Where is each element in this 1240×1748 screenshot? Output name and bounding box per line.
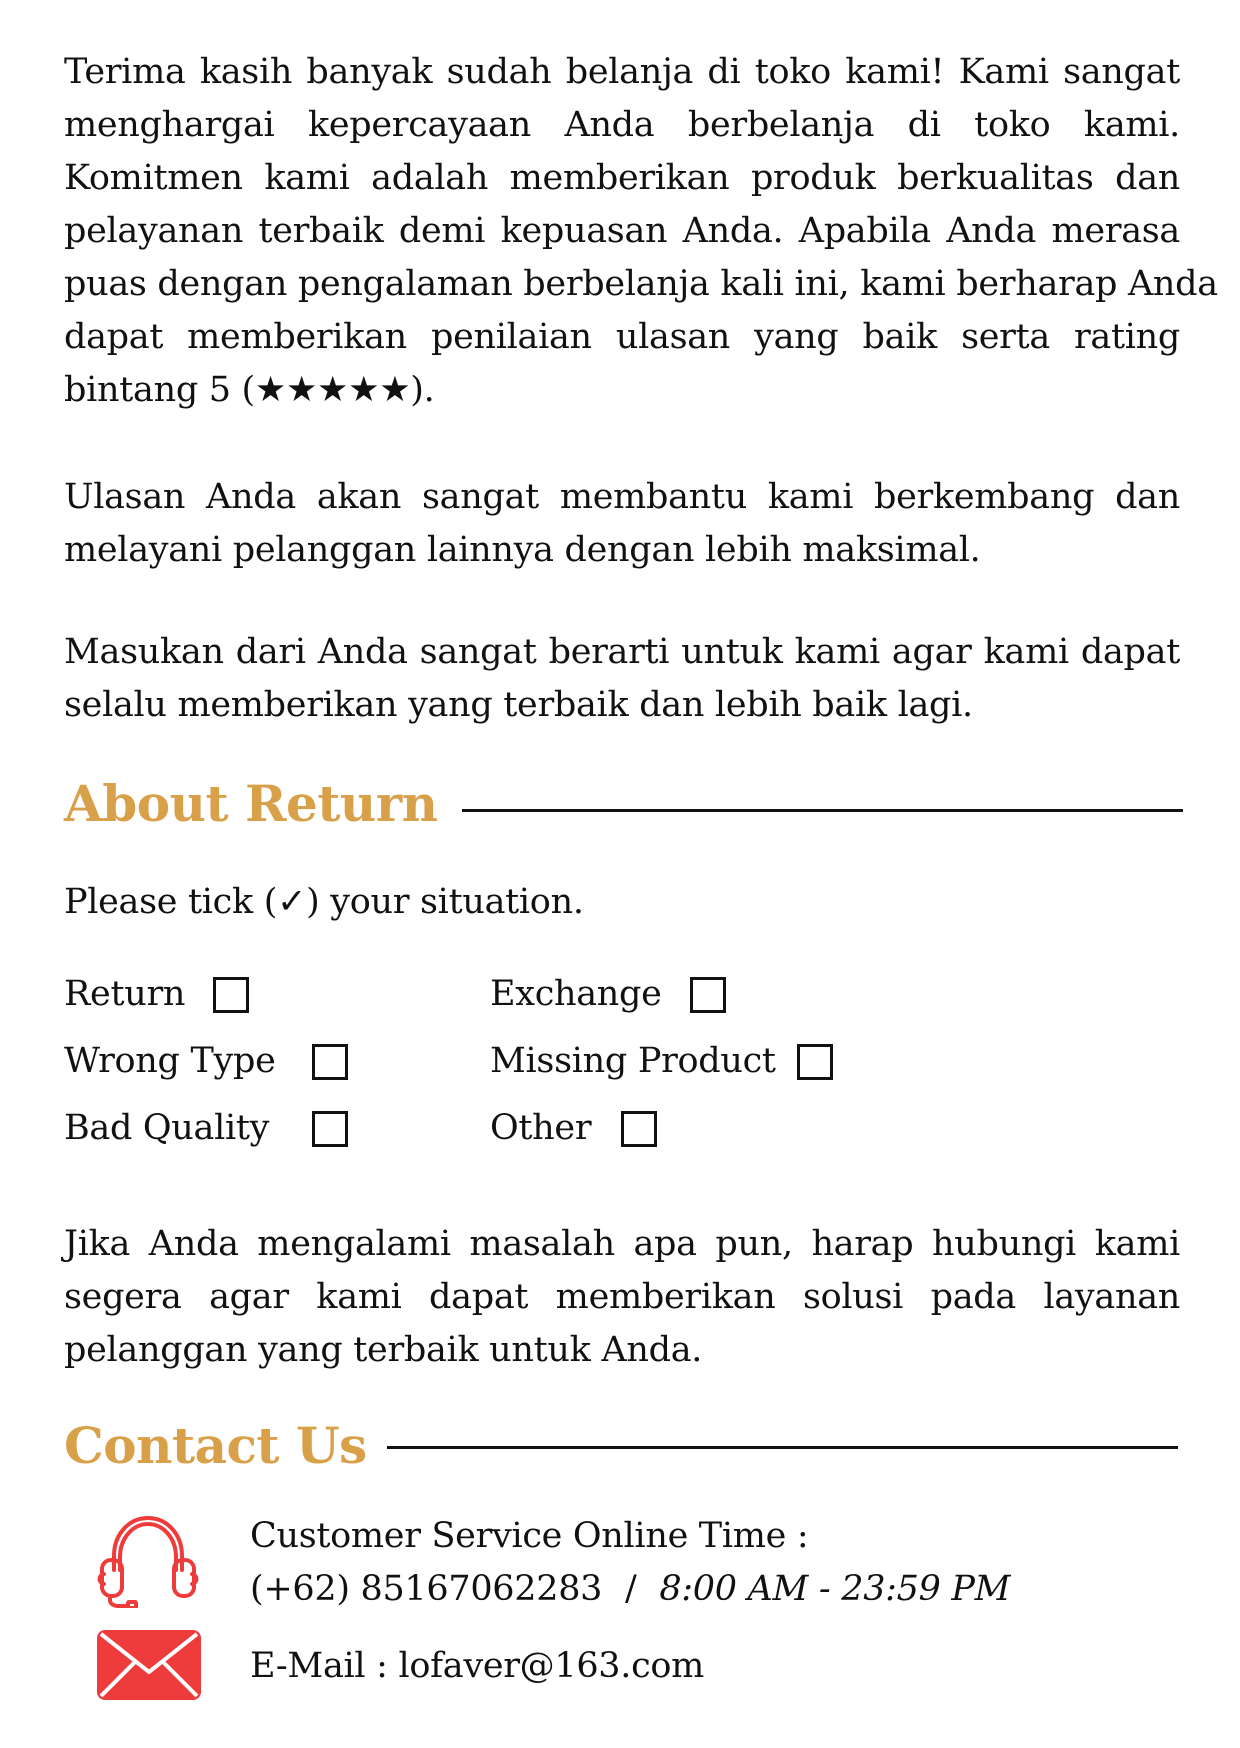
feedback-note-line: Masukan dari Anda sangat berarti untuk kami agar kami dapat xyxy=(64,632,1180,672)
envelope-icon xyxy=(97,1630,201,1700)
intro-line: puas dengan pengalaman berbelanja kali ini, kami berharap Anda xyxy=(64,264,1218,304)
help-line: Jika Anda mengalami masalah apa pun, harap hubungi kami xyxy=(64,1224,1180,1264)
checkbox-other[interactable] xyxy=(621,1111,657,1147)
intro-line-rating: bintang 5 (★★★★★). xyxy=(64,370,435,410)
phone-number: (+62) 85167062283 xyxy=(250,1569,603,1609)
about-return-heading: About Return xyxy=(64,774,438,833)
checkbox-return[interactable] xyxy=(213,977,249,1013)
option-label-exchange: Exchange xyxy=(490,974,662,1014)
review-note-line: melayani pelanggan lainnya dengan lebih maksimal. xyxy=(64,530,981,570)
separator: / xyxy=(624,1569,637,1609)
feedback-note-paragraph xyxy=(64,626,1180,732)
headset-icon xyxy=(96,1512,200,1608)
intro-line: Terima kasih banyak sudah belanja di toko kami! Kami sangat xyxy=(64,52,1180,92)
review-note-paragraph xyxy=(64,471,1180,577)
review-note-line: Ulasan Anda akan sangat membantu kami berkembang dan xyxy=(64,477,1180,517)
service-time-label: Customer Service Online Time : xyxy=(250,1516,809,1556)
help-line: segera agar kami dapat memberikan solusi pada layanan xyxy=(64,1277,1180,1317)
checkbox-missing-product[interactable] xyxy=(797,1044,833,1080)
option-label-wrong-type: Wrong Type xyxy=(64,1041,276,1081)
phone-hours-line xyxy=(250,1567,1010,1611)
option-label-return: Return xyxy=(64,974,186,1014)
feedback-note-line: selalu memberikan yang terbaik dan lebih baik lagi. xyxy=(64,685,973,725)
option-label-other: Other xyxy=(490,1108,592,1148)
checkbox-exchange[interactable] xyxy=(690,977,726,1013)
option-label-bad-quality: Bad Quality xyxy=(64,1108,270,1148)
intro-line: pelayanan terbaik demi kepuasan Anda. Apabila Anda merasa xyxy=(64,211,1180,251)
tick-instruction: Please tick (✓) your situation. xyxy=(64,882,584,922)
help-paragraph xyxy=(64,1218,1180,1377)
checkbox-bad-quality[interactable] xyxy=(312,1111,348,1147)
intro-line: Komitmen kami adalah memberikan produk berkualitas dan xyxy=(64,158,1180,198)
option-label-missing-product: Missing Product xyxy=(490,1041,776,1081)
intro-line: dapat memberikan penilaian ulasan yang baik serta rating xyxy=(64,317,1180,357)
email-line[interactable]: E-Mail : lofaver@163.com xyxy=(250,1646,705,1686)
contact-us-divider xyxy=(387,1446,1178,1449)
service-hours: 8:00 AM - 23:59 PM xyxy=(659,1569,1011,1609)
intro-paragraph xyxy=(64,46,1218,417)
intro-line: menghargai kepercayaan Anda berbelanja di toko kami. xyxy=(64,105,1180,145)
help-line: pelanggan yang terbaik untuk Anda. xyxy=(64,1330,703,1370)
checkbox-wrong-type[interactable] xyxy=(312,1044,348,1080)
about-return-divider xyxy=(462,809,1183,812)
contact-us-heading: Contact Us xyxy=(64,1416,367,1475)
